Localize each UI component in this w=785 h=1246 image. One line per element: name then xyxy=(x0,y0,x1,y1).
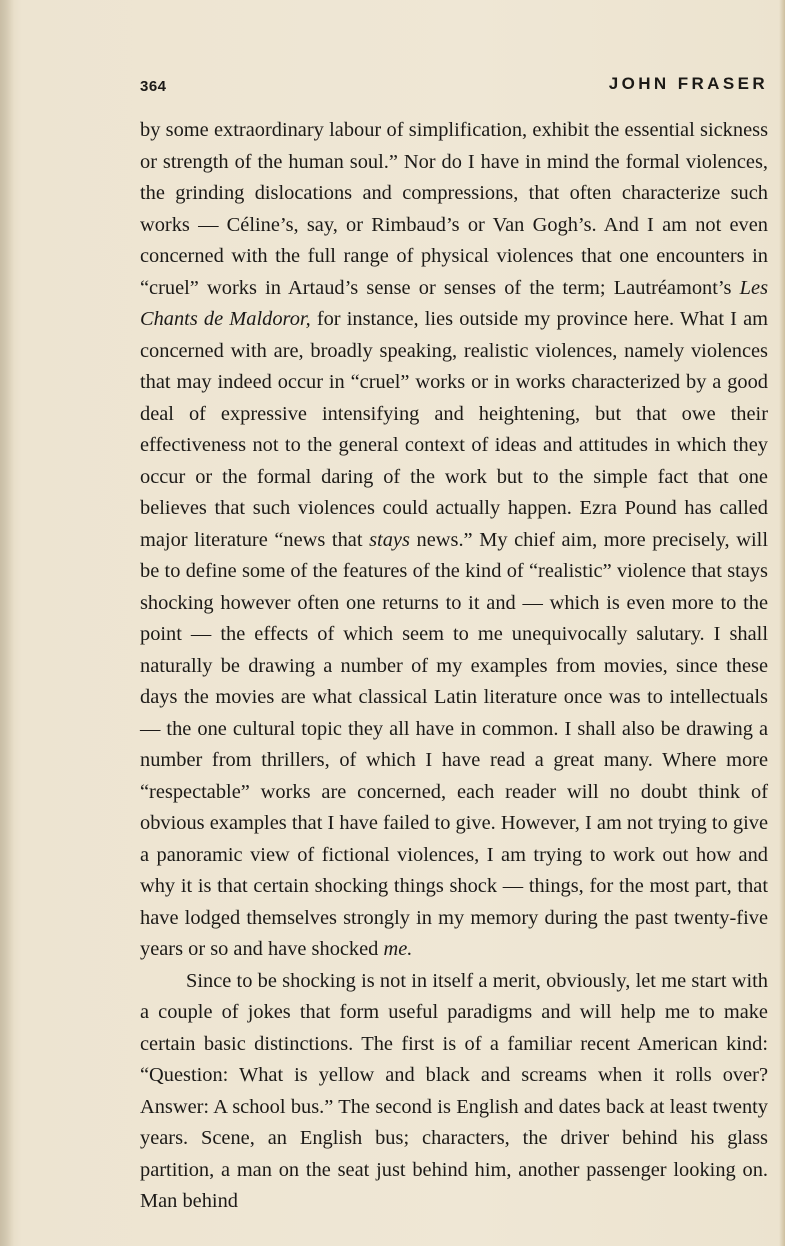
text-segment: news.” My chief aim, more precisely, will be to define some of the features of the kind of “realistic” violence that stays shocking however often one returns to it and — which is even more to the point — the effects of which seem to me unequivocally salutary. I shall naturally be drawing a number of my examples from movies, since these days the movies are what classical Latin literature once was to intellectuals — the one cultural topic they all have in common. I shall also be drawing a number from thrillers, of which I have read a great many. Where more “respectable” works are concerned, each reader will no doubt think of obvious examples that I have failed to give. However, I am not trying to give a panoramic view of fictional violences, I am trying to work out how and why it is that certain shocking things shock — things, for the most part, that have lodged themselves strongly in my memory during the past twenty-five years or so and have shocked xyxy=(140,528,768,960)
binding-shadow xyxy=(0,0,14,1246)
text-segment: for instance, lies outside my province here. What I am concerned with are, broadly speaking, realistic violences, namely violences that may indeed occur in “cruel” works or in works characterized by a good deal of expressive intensifying and heightening, but that owe their effectiveness not to the general context of ideas and attitudes in which they occur or the formal daring of the work but to the simple fact that one believes that such violences could actually happen. Ezra Pound has called major literature “news that xyxy=(140,308,768,551)
emphasis-italic: me. xyxy=(383,938,413,960)
page-edge-shadow xyxy=(779,0,785,1246)
body-text xyxy=(140,115,768,1218)
running-head: JOHN FRASER xyxy=(608,74,768,93)
page-number: 364 xyxy=(140,78,167,95)
text-segment: Since to be shocking is not in itself a merit, obviously, let me start with a couple of jokes that form useful paradigms and will help me to make certain basic distinctions. The first is of a familiar recent American kind: “Question: What is yellow and black and screams when it rolls over? Answer: A school bus.” The second is English and dates back at least twenty years. Scene, an English bus; characters, the driver behind his glass partition, a man on the seat just behind him, another passenger looking on. Man behind xyxy=(140,969,768,1212)
paragraph-1 xyxy=(140,115,768,966)
text-segment: by some extraordinary labour of simplification, exhibit the essential sickness or strength of the human soul.” Nor do I have in mind the formal violences, the grinding dislocations and compressions, that often characterize such works — Céline’s, say, or Rimbaud’s or Van Gogh’s. And I am not even concerned with the full range of physical violences that one encounters in “cruel” works in Artaud’s sense or senses of the term; Lautréamont’s xyxy=(140,119,768,299)
page-header xyxy=(140,74,768,100)
emphasis-italic: stays xyxy=(369,528,410,551)
book-title-italic: Les Chants de Maldoror, xyxy=(140,276,768,330)
paragraph-2 xyxy=(140,966,768,1218)
